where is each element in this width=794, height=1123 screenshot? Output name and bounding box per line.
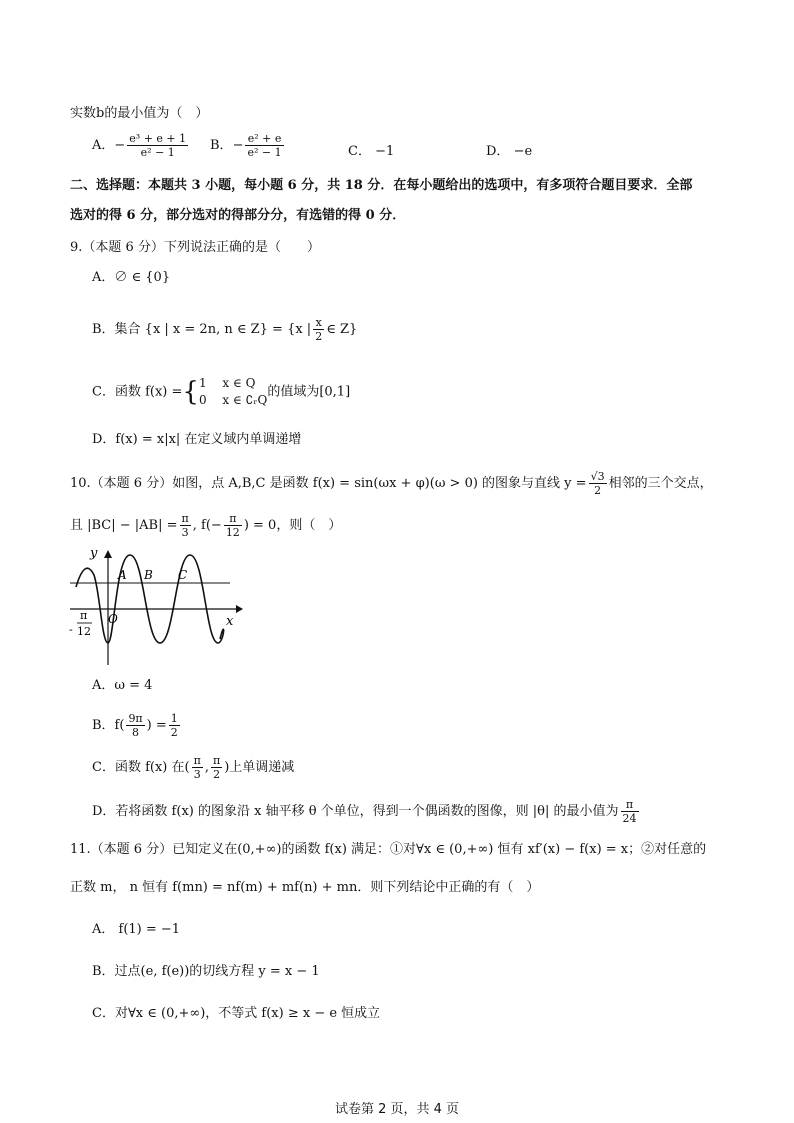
q9-option-c: C．函数 f(x) ={ 1 x ∈ Q 0 x ∈ ∁ᵣQ 的值域为[0,1]: [92, 376, 351, 407]
page-footer: 试卷第 2 页，共 4 页: [334, 1102, 460, 1117]
q10-condition: 且 |BC| − |AB| = $\frac{\pi}{3}$ , f(− $\frac{\pi}{12}$ ) = 0，则（ ）: [70, 512, 342, 539]
q10-sine-graph: [68, 545, 248, 670]
point-c-label: C: [178, 568, 188, 582]
q11-option-b: B．过点(e, f(e))的切线方程 y = x − 1: [92, 964, 320, 979]
point-b-label: B: [144, 568, 153, 582]
x-axis-label: x: [226, 614, 234, 629]
q11-stem-line2: 正数 m， n 恒有 f(mn) = nf(m) + mf(n) + mn．则下列结论中正确的有（ ）: [70, 880, 540, 895]
q10-option-a: A．ω = 4: [92, 678, 153, 693]
section2-header-line2: 选对的得 6 分，部分选对的得部分分，有选错的得 0 分．: [70, 208, 406, 223]
q11-option-a: A． f(1) = −1: [92, 922, 181, 937]
q11-stem-line1: 11.（本题 6 分）已知定义在(0,+∞)的函数 f(x) 满足：①对∀x ∈ (0,+∞) 恒有 xf′(x) − f(x) = x；②对任意的: [70, 842, 707, 857]
section2-header-line1: 二、选择题：本题共 3 小题，每小题 6 分，共 18 分．在每小题给出的选项中，有多项符合题目要求．全部: [70, 178, 693, 193]
q9-option-d: D．f(x) = x|x| 在定义域内单调递增: [92, 432, 302, 447]
q8-tail: 实数b的最小值为（ ）: [70, 106, 209, 121]
q9-option-a: A．∅ ∈ {0}: [92, 270, 171, 285]
q9-stem: 9.（本题 6 分）下列说法正确的是（ ）: [70, 240, 320, 255]
q8-option-c: C． −1: [348, 144, 395, 159]
point-a-label: A: [118, 568, 127, 582]
q8-option-b: B．− $\frac{\text{e² + e}}{\text{e² − 1}}$: [210, 132, 282, 159]
tick-sign: -: [69, 623, 73, 636]
origin-label: O: [108, 612, 118, 626]
tick-numerator: π: [80, 609, 88, 622]
q10-option-b: B．f( $\frac{9\pi}{8}$ ) = $\frac{1}{2}$: [92, 712, 178, 739]
q8-option-a: A．− $\frac{\text{e³ + e + 1}}{\text{e² − 1}}$: [92, 132, 187, 159]
q9-option-b: B．集合 {x | x = 2n, n ∈ Z} = {x | $\frac{x}{2}$ ∈ Z}: [92, 316, 358, 343]
y-axis-label: y: [90, 546, 98, 561]
q10-stem: 10.（本题 6 分）如图，点 A,B,C 是函数 f(x) = sin(ωx + φ)(ω > 0) 的图象与直线 y = $\frac{√3}{2}$ 相邻的三个交点，: [70, 470, 713, 497]
tick-denominator: 12: [77, 625, 91, 638]
y-axis-arrow-icon: [104, 550, 112, 558]
q11-option-c: C．对∀x ∈ (0,+∞)，不等式 f(x) ≥ x − e 恒成立: [92, 1006, 381, 1021]
q10-option-d: D．若将函数 f(x) 的图象沿 x 轴平移 θ 个单位，得到一个偶函数的图像，则 |θ| 的最小值为 $\frac{\pi}{24}$: [92, 798, 637, 825]
q10-option-c: C．函数 f(x) 在( $\frac{\pi}{3}$ , $\frac{\pi}{2}$ )上单调递减: [92, 754, 295, 781]
q8-option-d: D． −e: [486, 144, 533, 159]
x-axis-arrow-icon: [236, 605, 243, 613]
